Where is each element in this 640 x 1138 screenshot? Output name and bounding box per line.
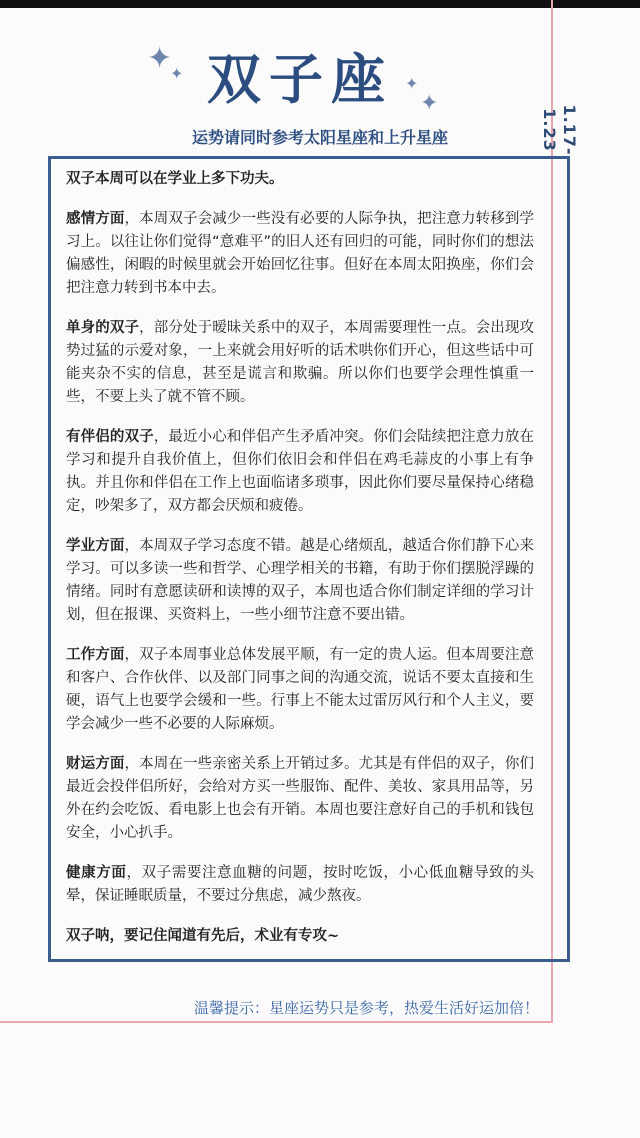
section-heading: 单身的双子 (66, 320, 140, 336)
sparkle-icon: ✦ (420, 91, 439, 116)
section-love (66, 208, 534, 300)
section-heading: 工作方面 (66, 647, 125, 663)
decorative-pink-horizontal-line (0, 1021, 553, 1023)
footer-tip: 温馨提示：星座运势只是参考，热爱生活好运加倍！ (193, 999, 539, 1017)
subtitle: 运势请同时参考太阳星座和上升星座 (191, 128, 448, 147)
section-heading: 学业方面 (66, 538, 125, 554)
section-wealth (66, 753, 534, 845)
section-heading: 有伴侣的双子 (66, 429, 154, 445)
section-heading: 健康方面 (66, 865, 127, 881)
section-couple (66, 426, 534, 518)
page-title: 双子座 (207, 48, 393, 111)
top-status-bar (0, 0, 640, 8)
intro-line: 双子本周可以在学业上多下功夫。 (66, 171, 284, 187)
section-body: ，本周在一些亲密关系上开销过多。尤其是有伴侣的双子，你们最近会投伴侣所好，会给对方买一些服饰、配件、美妆、家具用品等，另外在约会吃饭、看电影上也会有开销。本周也要注意好自己的手机和钱包安全，小心扒手。 (66, 756, 535, 841)
sparkle-icon: ✦ (147, 41, 173, 76)
section-work (66, 644, 534, 736)
horoscope-content (66, 168, 534, 965)
section-health (66, 862, 534, 908)
section-body: ，双子需要注意血糖的问题，按时吃饭，小心低血糖导致的头晕，保证睡眠质量，不要过分焦虑，减少熬夜。 (66, 865, 534, 904)
section-heading: 感情方面 (66, 211, 125, 227)
section-body: ，部分处于暧昧关系中的双子，本周需要理性一点。会出现攻势过猛的示爱对象，一上来就会用好听的话术哄你们开心，但这些话中可能夹杂不实的信息，甚至是谎言和欺骗。所以你们也要学会理性慎重一些，不要上头了就不管不顾。 (66, 320, 535, 405)
section-body: ，最近小心和伴侣产生矛盾冲突。你们会陆续把注意力放在学习和提升自我价值上，但你们依旧会和伴侣在鸡毛蒜皮的小事上有争执。并且你和伴侣在工作上也面临诸多琐事，因此你们要尽量保持心绪稳定，吵架多了，双方都会厌烦和疲倦。 (66, 429, 535, 514)
section-body: ，本周双子会减少一些没有必要的人际争执，把注意力转移到学习上。以往让你们觉得“意难平”的旧人还有回归的可能，同时你们的想法偏感性，闲暇的时候里就会开始回忆往事。但好在本周太阳换座，你们会把注意力转到书本中去。 (66, 211, 535, 296)
sparkle-icon: ✦ (170, 64, 184, 83)
closing-line: 双子呐，要记住闻道有先后，术业有专攻~ (66, 928, 340, 944)
section-heading: 财运方面 (66, 756, 125, 772)
sparkle-icon: ✦ (405, 74, 419, 93)
section-single (66, 317, 534, 409)
date-range: 1.17-1.23 (540, 104, 579, 156)
section-study (66, 535, 534, 627)
section-body: ，本周双子学习态度不错。越是心绪烦乱，越适合你们静下心来学习。可以多读一些和哲学、心理学相关的书籍，有助于你们摆脱浮躁的情绪。同时有意愿读研和读博的双子，本周也适合你们制定详细的学习计划，但在报课、买资料上，一些小细节注意不要出错。 (66, 538, 535, 623)
section-body: ，双子本周事业总体发展平顺，有一定的贵人运。但本周要注意和客户、合作伙伴、以及部门同事之间的沟通交流，说话不要太直接和生硬，语气上也要学会缓和一些。行事上不能太过雷厉风行和个人主义，要学会减少一些不必要的人际麻烦。 (66, 647, 535, 732)
